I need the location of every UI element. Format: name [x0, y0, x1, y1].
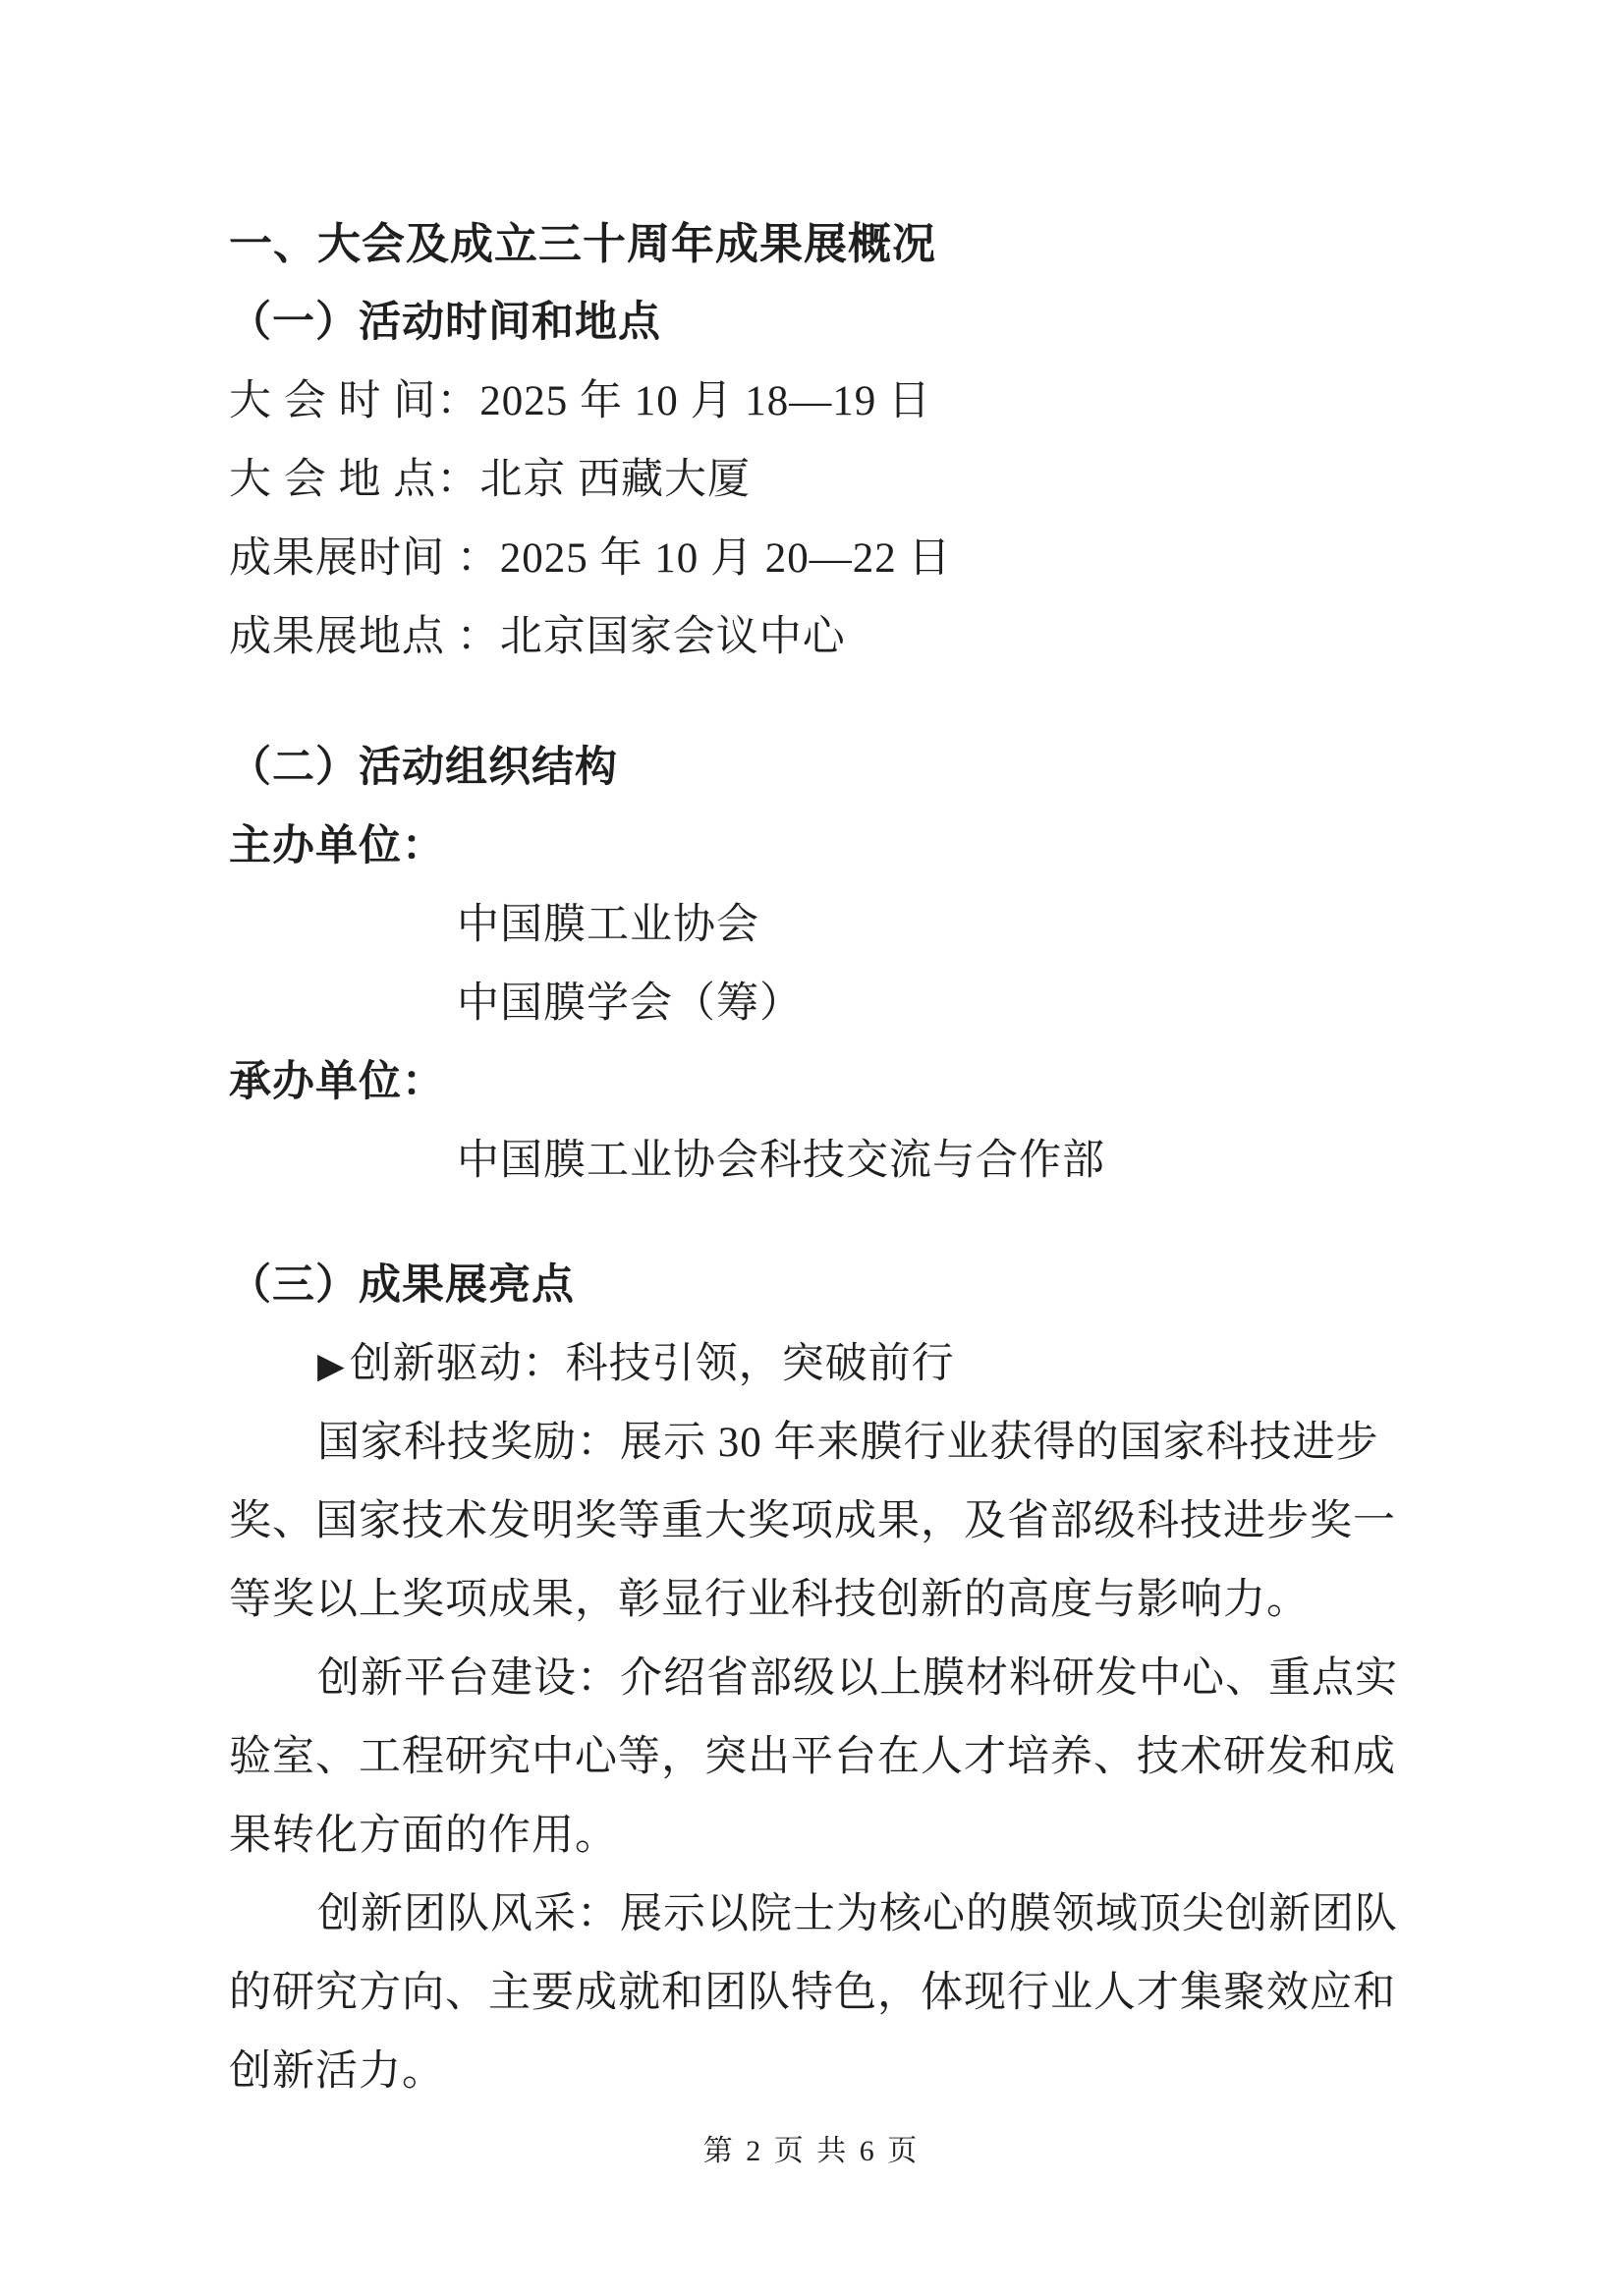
section-spacer	[229, 677, 1408, 729]
paragraph2-line2: 验室、工程研究中心等，突出平台在人才培养、技术研发和成	[229, 1734, 1396, 1780]
heading-section3-highlights: （三）成果展亮点	[229, 1262, 575, 1309]
paragraph2-line1: 创新平台建设：介绍省部级以上膜材料研发中心、重点实	[317, 1655, 1398, 1702]
conference-time-line: 大 会 时 间：2025 年 10 月 18—19 日	[229, 378, 931, 424]
paragraph1-line1: 国家科技奖励：展示 30 年来膜行业获得的国家科技进步	[317, 1420, 1379, 1466]
expo-venue-line: 成果展地点 ：北京国家会议中心	[229, 614, 846, 660]
host-label: 主办单位：	[229, 823, 445, 869]
organizer-label: 承办单位：	[229, 1059, 445, 1105]
paragraph2-line3: 果转化方面的作用。	[229, 1813, 618, 1859]
section-spacer	[229, 1201, 1408, 1247]
heading-section1-time-place: （一）活动时间和地点	[229, 300, 661, 346]
document-body	[229, 205, 1408, 2111]
paragraph3-line3: 创新活力。	[229, 2048, 445, 2095]
heading-section2-organization: （二）活动组织结构	[229, 745, 618, 791]
conference-venue-line: 大 会 地 点：北京 西藏大厦	[229, 457, 751, 503]
highlight-title-text: 创新驱动：科技引领，突破前行	[349, 1341, 955, 1387]
paragraph3-line1: 创新团队风采：展示以院士为核心的膜领域顶尖创新团队	[317, 1891, 1398, 1937]
organizer-org-1: 中国膜工业协会科技交流与合作部	[457, 1138, 1105, 1184]
host-org-1: 中国膜工业协会	[457, 902, 759, 948]
paragraph1-line3: 等奖以上奖项成果，彰显行业科技创新的高度与影响力。	[229, 1577, 1310, 1623]
highlight-title-line	[229, 1325, 1408, 1404]
paragraph3-line2: 的研究方向、主要成就和团队特色，体现行业人才集聚效应和	[229, 1970, 1396, 2016]
heading-overview: 一、大会及成立三十周年成果展概况	[229, 220, 936, 268]
page-footer: 第 2 页 共 6 页	[702, 2135, 921, 2167]
paragraph1-line2: 奖、国家技术发明奖等重大奖项成果，及省部级科技进步奖一	[229, 1498, 1396, 1544]
triangle-bullet-icon: ▶	[317, 1346, 346, 1385]
expo-time-line: 成果展时间 ：2025 年 10 月 20—22 日	[229, 535, 952, 582]
host-org-2: 中国膜学会（筹）	[457, 980, 803, 1027]
